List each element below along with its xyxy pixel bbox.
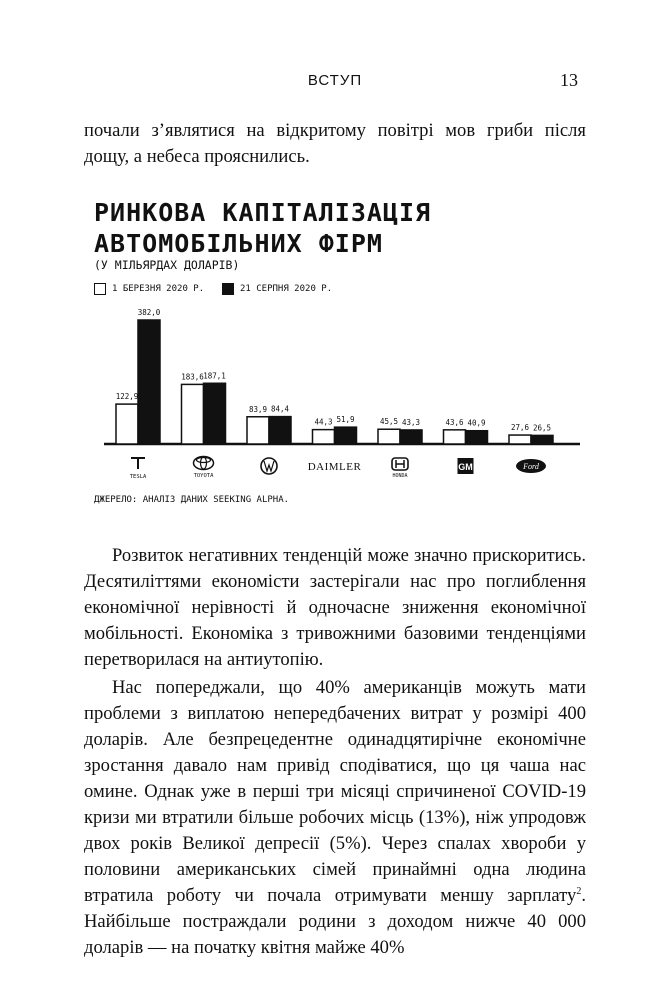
data-label-vw-august: 84,4 xyxy=(270,404,290,414)
bar-теsla-august xyxy=(138,320,160,444)
bar-honda-august xyxy=(400,430,422,444)
data-label-toyota-march: 183,6 xyxy=(181,372,204,382)
bar-daimler-march xyxy=(313,430,335,444)
chart-title-line-1: РИНКОВА КАПІТАЛІЗАЦІЯ xyxy=(94,198,432,227)
body-paragraph-2 xyxy=(84,675,586,961)
bar-ford-march xyxy=(509,435,531,444)
bar-daimler-august xyxy=(335,427,357,444)
bar-toyota-august xyxy=(204,383,226,444)
chart-subtitle: (У МІЛЬЯРДАХ ДОЛАРІВ) xyxy=(94,258,240,272)
vw-icon-letters xyxy=(264,461,274,471)
paragraph-2-text-cont: . Найбільше постраждали родини з доходом нижче 40 000 доларів — на початку квітня майже 40% xyxy=(84,885,586,958)
data-label-ford-march: 27,6 xyxy=(510,423,530,433)
chart-title-line-2: АВТОМОБІЛЬНИХ ФІРМ xyxy=(94,229,383,258)
intro-paragraph: почали з’являтися на відкритому повітрі мов гриби після дощу, а небеса прояснились. xyxy=(84,120,586,167)
data-label-gm-august: 40,9 xyxy=(467,418,486,428)
bar-vw-august xyxy=(269,417,291,444)
bar-vw-march xyxy=(247,417,269,444)
legend-label-august: 21 СЕРПНЯ 2020 Р. xyxy=(240,284,333,294)
bar-ford-august xyxy=(531,435,553,444)
honda-wordmark: HONDA xyxy=(392,473,408,479)
data-label-honda-august: 43,3 xyxy=(401,417,421,427)
data-label-honda-march: 45,5 xyxy=(379,417,399,427)
footnote-ref: 2 xyxy=(576,885,582,897)
gm-icon-letters: GM xyxy=(458,462,473,472)
tesla-wordmark: ТЕSLA xyxy=(129,474,147,480)
data-label-daimler-march: 44,3 xyxy=(314,417,333,427)
bar-gm-march xyxy=(444,430,466,444)
data-label-ford-august: 26,5 xyxy=(532,423,552,433)
bar-gm-august xyxy=(466,431,488,444)
honda-icon-letter xyxy=(396,460,404,468)
bar-теsla-march xyxy=(116,404,138,444)
toyota-icon-bar xyxy=(197,458,211,463)
bar-toyota-march xyxy=(182,384,204,444)
ford-icon-script: Ford xyxy=(523,462,539,471)
page-number: 13 xyxy=(560,70,578,90)
data-label-теsla-march: 122,9 xyxy=(115,392,139,402)
bar-honda-march xyxy=(378,429,400,444)
data-label-теsla-august: 382,0 xyxy=(137,308,161,317)
running-header: ВСТУП xyxy=(307,72,363,89)
tesla-icon xyxy=(131,458,145,469)
data-label-daimler-august: 51,9 xyxy=(336,415,355,425)
body-paragraph-1: Розвиток негативних тенденцій може значно прискоритись. Десятиліттями економісти застерігали нас про поглиблення економічної нерівності й одночасне зниження економічної мобільності. Економіка з тривожними базовими тенденціями перетворилася на антиутопію. xyxy=(84,545,586,670)
legend-label-march: 1 БЕРЕЗНЯ 2020 Р. xyxy=(112,284,205,294)
data-label-toyota-august: 187,1 xyxy=(203,371,226,381)
chart-source: ДЖЕРЕЛО: АНАЛІЗ ДАНИХ SEEKING ALPHA. xyxy=(94,495,290,505)
toyota-wordmark: TOYOTA xyxy=(193,473,214,479)
paragraph-2-text: Нас попереджали, що 40% американців можуть мати проблеми з виплатою непередбачених витрат у розмірі 400 доларів. Але безпрецедентне одинадцятирічне економічне зростання давало нам привід сподіватися, що ця чаша нас омине. Однак уже в перші три місяці спричиненої COVID-19 кризи ми втратили більше робочих місць (13%), ніж упродовж двох років Великої депресії (5%). Через спалах хвороби у половини американських сімей принаймні одна людина втратила роботу чи почала отримувати меншу зарплату xyxy=(84,677,586,906)
data-label-gm-march: 43,6 xyxy=(445,417,464,427)
data-label-vw-march: 83,9 xyxy=(248,404,268,414)
daimler-wordmark: DAIMLER xyxy=(307,461,362,473)
